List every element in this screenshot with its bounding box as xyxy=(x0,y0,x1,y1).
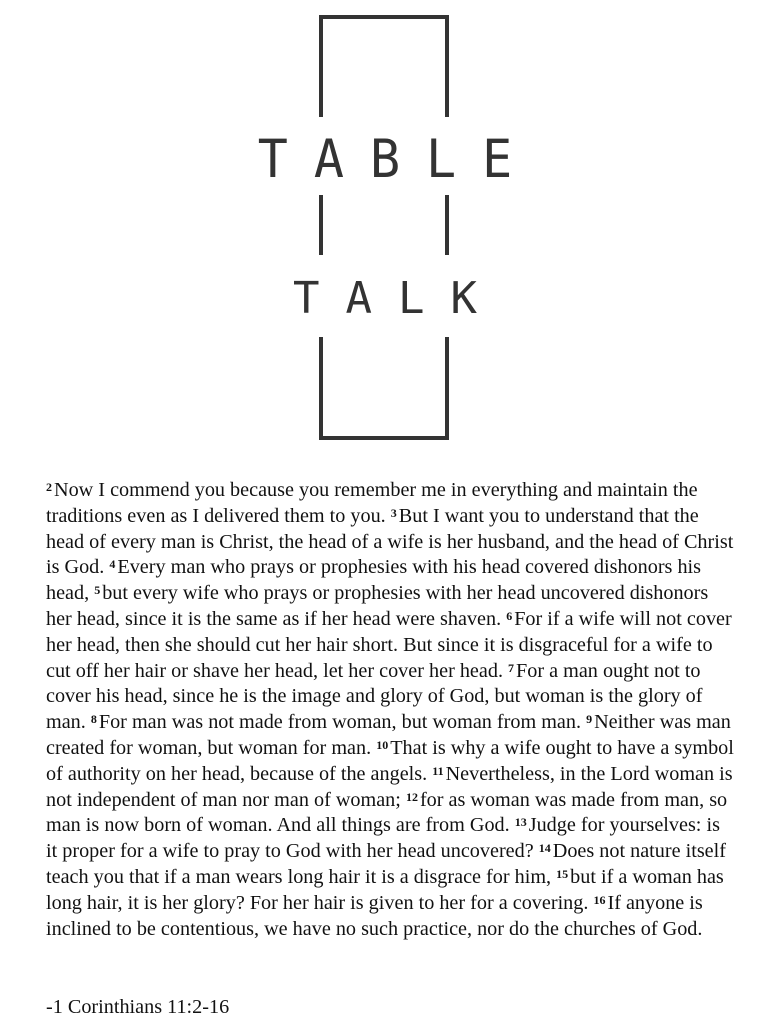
verse-number: 8 xyxy=(90,712,97,727)
verse-text: For man was not made from woman, but woman from man. xyxy=(98,711,582,734)
verse-number: 9 xyxy=(586,712,593,727)
scripture-citation: -1 Corinthians 11:2-16 xyxy=(46,996,230,1018)
verse-text: Now I commend you because you remember me in everything and maintain the traditions even as I delivered them to you. xyxy=(46,479,698,527)
verse-number: 4 xyxy=(109,557,116,572)
verse-text: That is why a wife ought to have a symbol of authority on her head, because of the angels. xyxy=(46,736,734,785)
logo-frame xyxy=(0,0,770,450)
verse-text: Nevertheless, in the Lord woman is not independent of man nor man of woman; xyxy=(46,762,733,811)
logo-word-talk: TALK xyxy=(293,273,503,324)
table-talk-logo xyxy=(0,0,770,450)
verse-text: Neither was man created for woman, but woman for man. xyxy=(46,711,731,759)
verse-text: But I want you to understand that the head of every man is Christ, the head of a wife is her husband, and the head of Christ is God. xyxy=(46,504,734,579)
verse-number: 12 xyxy=(405,789,418,804)
verse-number: 15 xyxy=(556,866,569,881)
logo-frame-bottom xyxy=(321,337,447,438)
verse-text: For if a wife will not cover her head, then she should cut her hair short. But since it is disgraceful for a wife to cut off her hair or shave her head, let her cover her head. xyxy=(46,607,732,682)
verse-text: Judge for yourselves: is it proper for a wife to pray to God with her head uncovered? xyxy=(46,814,720,863)
verse-text: but if a woman has long hair, it is her glory? For her hair is given to her for a covering. xyxy=(46,865,724,914)
verse-number: 16 xyxy=(593,892,606,907)
verse-text: Every man who prays or prophesies with his head covered dishonors his head, xyxy=(46,556,702,605)
verse-text: but every wife who prays or prophesies with her head uncovered dishonors her head, since it is the same as if her head were shaven. xyxy=(46,582,709,630)
verse-number: 7 xyxy=(508,660,515,675)
verse-number: 14 xyxy=(538,841,551,856)
verse-number: 11 xyxy=(432,763,444,778)
verse-text: If anyone is inclined to be contentious, we have no such practice, nor do the churches of God. xyxy=(46,891,703,940)
logo-frame-top xyxy=(321,17,447,117)
verse-number: 2 xyxy=(46,480,52,494)
scripture-passage xyxy=(46,478,736,942)
verse-number: 10 xyxy=(376,737,389,752)
verse-text: Does not nature itself teach you that if a man wears long hair it is a disgrace for him, xyxy=(46,840,726,888)
logo-word-table: TABLE xyxy=(257,128,539,190)
verse-number: 6 xyxy=(506,608,513,623)
verse-number: 3 xyxy=(390,505,397,520)
verse-number: 5 xyxy=(94,583,101,598)
verse-number: 13 xyxy=(514,815,527,830)
verse-text: for as woman was made from man, so man is now born of woman. And all things are from God. xyxy=(46,788,728,837)
verse-text: For a man ought not to cover his head, since he is the image and glory of God, but woman is the glory of man. xyxy=(46,659,703,734)
